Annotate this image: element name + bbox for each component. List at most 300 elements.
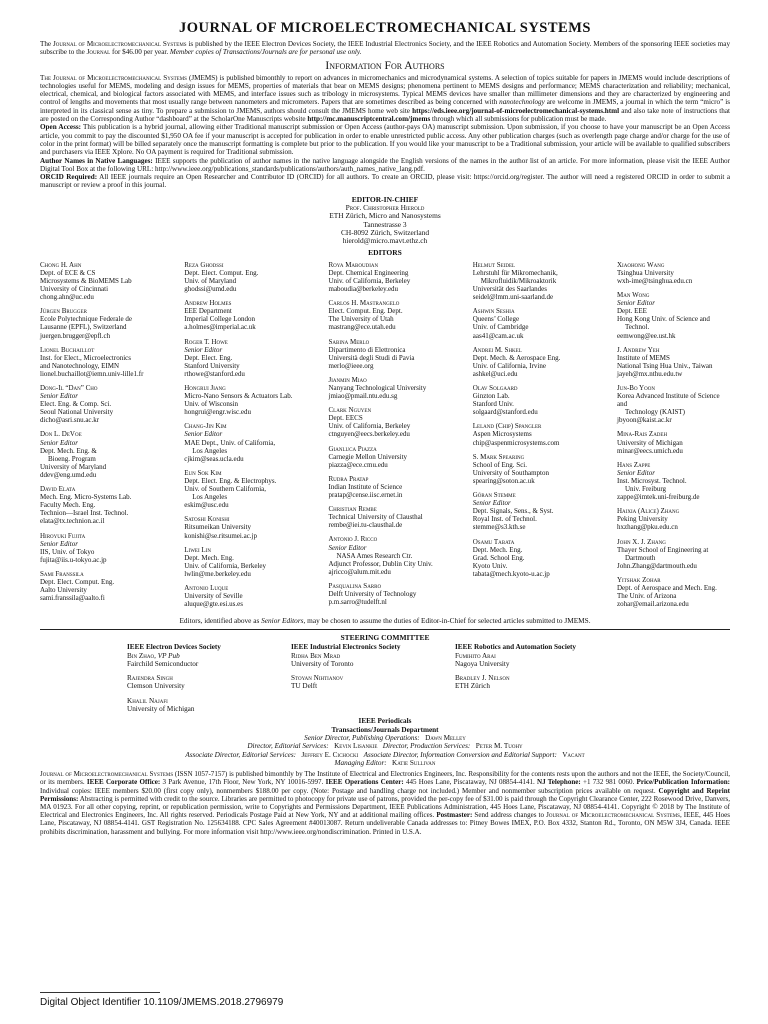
editor-affiliation-line: Lausanne (EPFL), Switzerland	[40, 323, 127, 332]
editor-name: Clark Nguyen	[328, 406, 372, 415]
editor-affiliation-line: Univ. Freiburg	[625, 485, 667, 494]
editor-affiliation-line: Faculty Mech. Eng.	[40, 501, 96, 510]
staff-row	[40, 742, 730, 750]
editor-name: Haixia (Alice) Zhang	[617, 507, 680, 516]
editor-entry	[329, 299, 442, 331]
masthead-title: JOURNAL OF MICROELECTROMECHANICAL SYSTEMS	[179, 20, 591, 36]
editor-affiliation-line: Dept. Elect. Comput. Eng.	[184, 268, 259, 277]
editor-name: Chang-Jin Kim	[184, 422, 227, 431]
editor-affiliation-line: Tsinghua University	[617, 268, 674, 277]
staff-role: Director, Editorial Services:	[247, 742, 329, 751]
editor-name: David Elata	[40, 485, 76, 494]
editor-role: Senior Editor	[40, 539, 78, 548]
editors-note: Editors, identified above as Senior Editors, may be chosen to assume the duties of Editor-in-Chief for selected articles submitted to JMEMS.	[179, 616, 591, 626]
editor-affiliation-line: Dept. of ECE & CS	[40, 268, 96, 277]
editor-affiliation-line: Dept. Chemical Engineering	[328, 268, 409, 277]
editor-affiliation-line: chong.ahn@uc.edu	[40, 293, 94, 302]
editor-affiliation-line: pratap@cense.iisc.ernet.in	[328, 491, 403, 500]
editor-affiliation-line: chip@aspenmicrosystems.com	[472, 438, 560, 447]
editor-name: Leland (Chip) Spangler	[472, 422, 542, 431]
editor-entry	[40, 485, 153, 525]
editors-column	[40, 261, 153, 614]
editor-affiliation-line: School of Eng. Sci.	[472, 460, 527, 469]
editor-entry	[329, 582, 442, 606]
editor-affiliation-line: Universität des Saarlandes	[472, 285, 548, 294]
editor-entry	[184, 584, 297, 608]
editor-affiliation-line: National Tsing Hua Univ., Taiwan	[617, 361, 713, 370]
member-role: , VP Pub	[154, 651, 180, 660]
editor-name: Hans Zappe	[617, 460, 651, 469]
editor-entry	[473, 422, 586, 446]
eic-address-line: ETH Zürich, Micro and Nanosystems	[329, 211, 441, 221]
editors-column	[329, 261, 442, 614]
editor-affiliation-line: sami.franssila@aalto.fi	[40, 594, 105, 603]
member-name: Stoyan Nihtianov	[291, 674, 344, 683]
editor-affiliation-line: The University of Utah	[328, 315, 394, 324]
editor-entry	[473, 491, 586, 531]
eic-block	[40, 204, 730, 246]
editor-entry	[184, 469, 297, 509]
editor-affiliation-line: Dept. Elect. Comput. Eng.	[40, 577, 115, 586]
editor-affiliation-line: p.m.sarro@tudelft.nl	[328, 598, 387, 607]
editor-affiliation-line: a.holmes@imperial.ac.uk	[184, 323, 256, 332]
editor-affiliation-line: Indian Institute of Science	[328, 482, 403, 491]
editor-affiliation-line: The Univ. of Arizona	[617, 592, 677, 601]
eic-address-line: Tannestrasse 3	[363, 219, 407, 229]
editor-affiliation-line: Ginzton Lab.	[472, 392, 510, 401]
editor-name: Dong-Il “Dan” Cho	[40, 384, 98, 392]
publication-info-paragraph: Journal of Microelectromechanical Systems (ISSN 1057-7157) is published bimonthly by The Institute of Electrical and Electronics Engineers, Inc. Responsibility for the contents rests upon the authors and not the IEEE, the Society/Council, or its members. IEEE Corporate Office: 3 Park Avenue, 17th Floor, New York, NY 10016-5997. IEEE Operations Center: 445 Hoes Lane, Piscataway, NJ 08854-4141. NJ Telephone: +1 732 981 0060. Price/Publication Information: Individual copies: IEEE members $20.00 (first copy only), nonmembers $188.00 per copy. (Note: Postage and handling charge not included.) Member and nonmember subscription prices available on request. Copyright and Reprint Permissions: Abstracting is permitted with credit to the source. Libraries are permitted to photocopy for private use of patrons, provided the per-copy fee of $31.00 is paid through the Copyright Clearance Center, 222 Rosewood Drive, Danvers, MA 01923. For all other copying, reprint, or republication permission, write to Copyrights and Permissions Department, IEEE Publications Administration, 445 Hoes Lane, Piscataway, NJ 08854-4141. Copyright © 2018 by The Institute of Electrical and Electronics Engineers, Inc. All rights reserved. Periodicals Postage Paid at New York, NY and at additional mailing offices. Postmaster: Send address changes to Journal of Microelectromechanical Systems, IEEE, 445 Hoes Lane, Piscataway, NJ 08854-4141. GST Registration No. 125634188. CPC Sales Agreement #40013087. Return undeliverable Canada addresses to: Pitney Bowes IMEX, P.O. Box 4332, Stanton Rd., Toronto, ON M5W 3J4, Canada. IEEE prohibits discrimination, harassment and bullying. For more information visit http://www.ieee.org/nondiscrimination. Printed in U.S.A.	[40, 770, 730, 836]
editor-entry	[617, 346, 730, 378]
editor-name: Roya Maboudian	[328, 260, 379, 269]
editor-affiliation-line: Technion—Israel Inst. Technol.	[40, 509, 129, 518]
member-line	[291, 652, 455, 660]
editor-affiliation-line: hongrui@engr.wisc.edu	[184, 408, 251, 417]
editor-affiliation-line: Technol.	[625, 323, 650, 332]
editor-name: Roger T. Howe	[184, 337, 228, 346]
editor-role: Senior Editor	[184, 430, 223, 439]
editor-entry	[329, 445, 442, 469]
staff-name: Dawn Melley	[425, 733, 466, 742]
member-org: Clemson University	[127, 682, 185, 691]
editor-affiliation-line: minar@eecs.umich.edu	[617, 446, 683, 455]
staff-row	[40, 734, 730, 742]
editor-affiliation-line: University of Maryland	[40, 462, 107, 471]
editor-affiliation-line: Thayer School of Engineering at	[617, 545, 709, 554]
editor-affiliation-line: Microsystems & BioMEMS Lab	[40, 276, 132, 285]
staff-row	[40, 751, 730, 759]
intro-paragraph: The Journal of Microelectromechanical Systems is published by the IEEE Electron Devices Society, the IEEE Industrial Electronics Society, and the IEEE Robotics and Automation Society. Members of the sponsoring IEEE societies may subscribe to the Journal for $46.00 per year. Member copies of Transactions/Journals are for personal use only.	[40, 40, 731, 57]
editor-name: Mina-Rais Zadeh	[617, 430, 668, 439]
editor-affiliation-line: seidel@lmm.uni-saarland.de	[472, 293, 554, 302]
editor-entry	[40, 532, 153, 564]
editor-affiliation-line: fujita@iis.u-tokyo.ac.jp	[40, 555, 107, 564]
editors-title: EDITORS	[368, 247, 402, 257]
eic-name: Prof. Christopher Hierold	[345, 202, 425, 212]
editor-affiliation-line: Dept. of Aerospace and Mech. Eng.	[617, 583, 717, 592]
editor-name: Eun Sok Kim	[184, 468, 222, 477]
society-name: IEEE Electron Devices Society	[127, 643, 221, 652]
info-paragraph: The Journal of Microelectromechanical Systems (JMEMS) is published bimonthly to report on advances in micromechanics and microdynamical systems. A selection of topics suitable for papers in JMEMS would include descriptions of technologies useful for MEMS, modeling and design issues for MEMS, properties of materials that bear on MEMS designs; phenomena pertinent to MEMS designs and performance; MEMS characterization and reliability; mechanical, electrical, chemical, and biological factors associated with MEMS, and interface issues such as tribology in microsystems. Typical MEMS devices have smaller than millimeter dimensions and they are characterized by engineering and control of lengths and movements that most usually range between nanometers and micrometers. Papers that are sometimes described as being concerned with nanotechnology are welcome in JMEMS, a journal in which the term “micro” is interpreted in its classical sense as tiny. To prepare a submission to JMEMS, authors should consult the JMEMS home web site https://eds.ieee.org/journal-of-microelectromechanical-systems.html and also take note of instructions that are posted on the Corresponding Author “dashboard” at the ScholarOne Manuscripts website http://mc.manuscriptcentral.com/jmems through which all submissions for publication must be made.	[40, 73, 730, 124]
editor-affiliation-line: piazza@ece.cmu.edu	[328, 460, 388, 469]
editor-name: Reza Ghodssi	[184, 260, 224, 269]
editors-column	[184, 261, 297, 614]
editor-name: Ashwin Seshia	[472, 307, 515, 316]
staff-name: Peter M. Tuohy	[475, 742, 523, 751]
editor-name: Man Wong	[617, 291, 650, 300]
editor-entry	[329, 505, 442, 529]
editor-entry	[473, 384, 586, 416]
editor-affiliation-line: ctnguyen@eecs.berkeley.edu	[328, 430, 410, 439]
editor-name: Jürgen Brugger	[40, 307, 87, 316]
editor-affiliation-line: zappe@imtek.uni-freiburg.de	[617, 493, 700, 502]
editor-affiliation-line: Aalto University	[40, 586, 87, 595]
editor-affiliation-line: and Nanotechnology, EIMN	[40, 361, 120, 370]
editor-entry	[617, 261, 730, 285]
editor-affiliation-line: ashkel@uci.edu	[472, 369, 518, 378]
editor-affiliation-line: Mikrofluidik/Mikroaktorik	[480, 276, 557, 285]
editor-affiliation-line: Elect. Eng. & Comp. Sci.	[40, 400, 112, 409]
editor-role: Senior Editor	[328, 543, 367, 552]
editor-entry	[184, 299, 297, 331]
editor-affiliation-line: Dept. Elect. Eng. & Electrophys.	[184, 476, 277, 485]
member-line	[127, 674, 291, 682]
member-line	[127, 697, 291, 705]
member-line	[455, 652, 619, 660]
editor-affiliation-line: Univ. of Southern California,	[184, 485, 267, 494]
editor-name: S. Mark Spearing	[472, 452, 525, 461]
editor-affiliation-line: Dept. Mech. Eng. &	[40, 446, 97, 455]
editor-entry	[617, 576, 730, 608]
editor-name: Chong H. Ahn	[40, 260, 82, 269]
editor-affiliation-line: Dartmouth	[625, 553, 656, 562]
editor-affiliation-line: Queens’ College	[472, 315, 520, 324]
editor-name: Lionel Buchaillot	[40, 345, 95, 354]
editor-affiliation-line: Carnegie Mellon University	[328, 452, 408, 461]
orcid-paragraph: ORCID Required: All IEEE journals require an Open Researcher and Contributor ID (ORCID) for all authors. To create an ORCID, please visit: https://orcid.org/register. The author will need a registered ORCID in order to submit a manuscript or review a proof in this journal.	[40, 173, 731, 190]
editor-affiliation-line: Nanyang Technological University	[328, 384, 427, 392]
staff-role: Director, Production Services:	[382, 742, 471, 751]
info-for-authors-title: Information For Authors	[325, 59, 445, 72]
editor-affiliation-line: tabata@mech.kyoto-u.ac.jp	[472, 569, 550, 578]
divider	[40, 629, 730, 630]
steering-column	[455, 643, 619, 713]
editors-column	[473, 261, 586, 614]
editor-affiliation-line: jayeh@mx.nthu.edu.tw	[617, 369, 683, 378]
editor-entry	[617, 384, 730, 424]
eic-address-line: CH-8092 Zürich, Switzerland	[340, 227, 430, 237]
editor-affiliation-line: Ritsumeikan University	[184, 523, 251, 532]
editor-affiliation-line: Dept. Elect. Eng.	[184, 353, 233, 362]
editor-name: Satoshi Konishi	[184, 515, 230, 524]
editor-affiliation-line: rembe@iei.tu-clausthal.de	[328, 521, 403, 530]
editor-affiliation-line: Los Angeles	[192, 493, 228, 502]
editor-name: Liwei Lin	[184, 545, 211, 554]
member-org: ETH Zürich	[455, 682, 490, 691]
editor-affiliation-line: Dept. Mech. & Aerospace Eng.	[472, 353, 561, 362]
editor-affiliation-line: IIS, Univ. of Tokyo	[40, 547, 95, 556]
editor-name: Don L. DeVoe	[40, 430, 82, 439]
editor-affiliation-line: stemme@s3.kth.se	[472, 523, 526, 532]
editor-entry	[40, 430, 153, 479]
staff-role: Managing Editor:	[334, 758, 387, 767]
editor-affiliation-line: Adjunct Professor, Dublin City Univ.	[328, 559, 433, 568]
editor-affiliation-line: Kyoto Univ.	[472, 561, 508, 570]
editor-affiliation-line: merlo@ieee.org	[328, 361, 374, 370]
member-org: Fairchild Semiconductor	[127, 659, 199, 668]
editor-name: Gianluca Piazza	[328, 444, 377, 453]
member-name: Rajendra Singh	[127, 674, 173, 683]
editor-affiliation-line: Univ. of Cambridge	[472, 323, 529, 332]
editor-entry	[329, 338, 442, 370]
editor-affiliation-line: cjkim@seas.ucla.edu	[184, 454, 244, 463]
editor-affiliation-line: University of Southampton	[472, 468, 549, 477]
editor-entry	[473, 261, 586, 301]
editor-entry	[329, 376, 442, 400]
editor-entry	[184, 384, 297, 416]
member-org: University of Toronto	[291, 659, 354, 668]
editor-affiliation-line: Royal Inst. of Technol.	[472, 515, 537, 524]
native-names-paragraph: Author Names in Native Languages: IEEE supports the publication of author names in the native language alongside the English versions of the names in the author list of an article. For more information, please visit the IEEE Author Digital Tool Box at the following URL: http://www.ieee.org/publications_standards/publications/authors/auth_names_native_lang.pdf.	[40, 156, 731, 173]
staff-role: Associate Director, Editorial Services:	[185, 750, 297, 759]
member-org: University of Michigan	[127, 705, 195, 714]
editor-affiliation-line: eemwong@ee.ust.hk	[617, 331, 676, 340]
editor-affiliation-line: ddev@eng.umd.edu	[40, 470, 97, 479]
footnote-rule	[40, 992, 160, 993]
editor-affiliation-line: Stanford University	[184, 361, 240, 370]
editor-affiliation-line: Imperial College London	[184, 315, 256, 324]
editor-affiliation-line: Mech. Eng. Micro-Systems Lab.	[40, 493, 132, 502]
editor-affiliation-line: NASA Ames Research Ctr.	[336, 551, 413, 560]
editor-entry	[40, 261, 153, 301]
editor-affiliation-line: jmiao@pmail.ntu.edu.sg	[328, 392, 398, 401]
editor-entry	[473, 453, 586, 485]
member-name: Khalil Najafi	[127, 696, 168, 705]
open-access-paragraph: Open Access: This publication is a hybrid journal, allowing either Traditional manuscript submission or Open Access (author-pays OA) manuscript submission. Upon submission, if you choose to have your manuscript be an Open Access article, you commit to pay the discounted $1,950 OA fee if your manuscript is accepted for publication in order to enable unrestricted public access. Any other publication charges (such as overlength page charge and/or charge for the use of color in the print format) will be billed separately once the manuscript formatting is complete but prior to the publication. If you would like your manuscript to be a Traditional submission, your article will be available to qualified subscribers and purchasers via IEEE Xplore. No OA payment is required for Traditional submission.	[40, 123, 730, 157]
staff-role: Senior Director, Publishing Operations:	[304, 733, 420, 742]
editor-affiliation-line: konishi@se.ritsumei.ac.jp	[184, 531, 257, 540]
editor-role: Senior Editor	[617, 468, 655, 477]
staff-name: Kevin Lisankie	[334, 742, 378, 751]
member-org: TU Delft	[291, 682, 318, 691]
editor-entry	[329, 261, 442, 293]
editor-name: J. Andrew Yeh	[617, 345, 660, 354]
editor-affiliation-line: Università degli Studi di Pavia	[328, 353, 415, 362]
editor-affiliation-line: mastrang@ece.utah.edu	[328, 323, 396, 332]
editor-name: Antonio J. Ricco	[328, 535, 378, 544]
editor-affiliation-line: Dept. EECS	[328, 414, 363, 423]
editor-entry	[473, 307, 586, 339]
editors-grid	[40, 261, 730, 614]
editor-role: Senior Editor	[184, 345, 223, 354]
editor-affiliation-line: hxzhang@pku.edu.cn	[617, 523, 678, 532]
editor-affiliation-line: maboudia@berkeley.edu	[328, 285, 399, 294]
editor-affiliation-line: elata@tx.technion.ac.il	[40, 517, 105, 526]
editor-entry	[329, 535, 442, 575]
editor-entry	[40, 384, 153, 424]
editor-name: Olav Solgaard	[472, 384, 518, 392]
editor-affiliation-line: lionel.buchaillot@iemn.univ-lille1.fr	[40, 369, 144, 378]
member-org: Nagoya University	[455, 659, 510, 668]
editor-name: Göran Stemme	[472, 491, 516, 500]
steering-column	[127, 643, 291, 713]
editor-affiliation-line: EEE Department	[184, 307, 232, 316]
editor-entry	[184, 546, 297, 578]
editor-affiliation-line: Dipartimento di Elettronica	[328, 345, 406, 354]
editor-affiliation-line: University of Seville	[184, 592, 243, 601]
editor-name: Sami Franssila	[40, 569, 84, 578]
editor-affiliation-line: Seoul National University	[40, 408, 114, 417]
editor-entry	[473, 538, 586, 578]
editor-entry	[617, 538, 730, 570]
editor-affiliation-line: dicho@asri.snu.ac.kr	[40, 416, 100, 425]
editor-affiliation-line: Grad. School Eng.	[472, 553, 525, 562]
editor-name: Christian Rembe	[328, 505, 377, 514]
staff-name: Jeffrey E. Cichocki	[301, 750, 359, 759]
editor-affiliation-line: Dept. Mech. Eng.	[472, 545, 523, 554]
editor-affiliation-line: Inst. for Elect., Microelectronics	[40, 353, 131, 362]
staff-role: Associate Director, Information Conversion and Editorial Support:	[363, 750, 557, 759]
editor-name: Andrew Holmes	[184, 299, 232, 308]
steering-column	[291, 643, 455, 713]
editor-entry	[329, 475, 442, 499]
staff-name: Katie Sullivan	[392, 758, 436, 767]
scholarone-link[interactable]: http://mc.manuscriptcentral.com/jmems	[307, 115, 431, 124]
eic-address	[40, 212, 730, 246]
editor-name: Andrei M. Shkel	[472, 345, 522, 354]
editor-entry	[617, 507, 730, 531]
editor-entry	[473, 346, 586, 378]
editor-affiliation-line: Dept. Mech. Eng.	[184, 553, 234, 562]
editor-affiliation-line: juergen.brugger@epfl.ch	[40, 331, 111, 340]
editor-affiliation-line: Dept. Signals, Sens., & Syst.	[472, 507, 554, 516]
editor-role: Senior Editor	[40, 392, 78, 401]
editor-name: Jun-Bo Yoon	[617, 384, 655, 392]
editor-affiliation-line: Technology (KAIST)	[625, 408, 685, 417]
member-name: Ridha Ben Mrad	[291, 651, 341, 660]
editor-entry	[329, 406, 442, 438]
member-line	[291, 674, 455, 682]
editor-affiliation-line: Univ. of California, Berkeley	[328, 276, 411, 285]
editor-name: Osamu Tabata	[472, 537, 515, 546]
editor-affiliation-line: Lehrstuhl für Mikromechanik,	[472, 268, 558, 277]
member-line	[455, 674, 619, 682]
editor-affiliation-line: University of Cincinnati	[40, 285, 109, 294]
editor-role: Senior Editor	[472, 499, 511, 508]
editor-affiliation-line: Hong Kong Univ. of Science and	[617, 315, 710, 324]
staff-row	[40, 759, 730, 767]
editor-affiliation-line: Institute of MEMS	[617, 353, 670, 362]
editor-affiliation-line: Delft University of Technology	[328, 589, 417, 598]
editor-name: John X. J. Zhang	[617, 537, 666, 546]
society-name: IEEE Robotics and Automation Society	[455, 643, 577, 652]
editor-affiliation-line: zohar@email.arizona.edu	[617, 600, 689, 609]
editor-affiliation-line: rthowe@stanford.edu	[184, 369, 245, 378]
member-line	[127, 652, 291, 660]
editor-affiliation-line: John.Zhang@dartmouth.edu	[617, 561, 697, 570]
editor-name: Antonio Luque	[184, 583, 229, 592]
editor-affiliation-line: Micro-Nano Sensors & Actuators Lab.	[184, 392, 293, 401]
editor-name: Pasqualina Sarro	[328, 581, 382, 590]
editor-affiliation-line: Stanford Univ.	[472, 400, 514, 409]
editor-affiliation-line: Ecole Polytechnique Federale de	[40, 315, 132, 324]
editor-affiliation-line: Univ. of California, Berkeley	[328, 422, 411, 431]
editor-affiliation-line: MAE Dept., Univ. of California,	[184, 438, 276, 447]
editor-affiliation-line: eskim@usc.edu	[184, 501, 229, 510]
periodicals-block: IEEE Periodicals Transactions/Journals Department Senior Director, Publishing Operations: Dawn Melley Director, Editorial Services: Kevin Lisankie Director, Production Services: Peter M. Tuohy Associate Director, Editorial Services: Jeffrey E. Cichocki Associate Director, Information Conversion and Editorial Support: Vacant Managing Editor: Katie Sullivan	[40, 717, 730, 767]
editor-affiliation-line: aluque@gte.esi.us.es	[184, 600, 243, 609]
editor-affiliation-line: Univ. of California, Berkeley	[184, 561, 267, 570]
editor-name: Sabina Merlo	[328, 337, 370, 346]
editor-affiliation-line: lwlin@me.berkeley.edu	[184, 569, 251, 578]
editor-entry	[40, 346, 153, 378]
editor-name: Helmut Seidel	[472, 260, 516, 269]
editor-name: Yitshak Zohar	[617, 575, 661, 584]
doi-text: Digital Object Identifier 10.1109/JMEMS.2018.2796979	[40, 997, 284, 1008]
editor-affiliation-line: aas41@cam.ac.uk	[472, 331, 524, 340]
member-name: Fumihito Arai	[455, 651, 496, 660]
editor-entry	[617, 461, 730, 501]
editor-affiliation-line: Univ. of California, Irvine	[472, 361, 546, 370]
editor-affiliation-line: jbyoon@kaist.ac.kr	[617, 416, 672, 425]
editor-affiliation-line: wxh-ime@tsinghua.edu.cn	[617, 276, 693, 285]
editor-name: Rudra Pratap	[328, 474, 369, 483]
editor-affiliation-line: ghodssi@umd.edu	[184, 285, 237, 294]
editor-affiliation-line: Peking University	[617, 515, 668, 524]
editor-name: Jianmin Miao	[328, 375, 367, 384]
editor-affiliation-line: Univ. of Maryland	[184, 276, 237, 285]
editor-affiliation-line: Bioeng. Program	[48, 454, 96, 463]
editor-name: Xiaohong Wang	[617, 260, 665, 269]
steering-committee	[127, 643, 730, 713]
editor-entry	[184, 515, 297, 539]
editor-affiliation-line: spearing@soton.ac.uk	[472, 476, 535, 485]
editor-name: Hiroyuki Fujita	[40, 531, 86, 540]
editor-affiliation-line: Univ. of Wisconsin	[184, 400, 239, 409]
editors-column	[617, 261, 730, 614]
editor-affiliation-line: solgaard@stanford.edu	[472, 408, 538, 417]
editor-entry	[184, 338, 297, 378]
editor-entry	[617, 291, 730, 340]
editor-entry	[184, 261, 297, 293]
journal-page	[40, 20, 730, 843]
jmems-home-link[interactable]: https://eds.ieee.org/journal-of-microelectromechanical-systems.html	[412, 106, 620, 115]
editor-entry	[40, 570, 153, 602]
society-name: IEEE Industrial Electronics Society	[291, 643, 401, 652]
editor-entry	[40, 307, 153, 339]
editor-affiliation-line: ajricco@alum.mit.edu	[328, 567, 391, 576]
editor-name: Hongrui Jiang	[184, 384, 226, 392]
editor-affiliation-line: Elect. Comput. Eng. Dept.	[328, 307, 403, 316]
editor-name: Carlos H. Mastrangelo	[328, 299, 400, 308]
editor-affiliation-line: Aspen Microsystems	[472, 430, 532, 439]
steering-title: STEERING COMMITTEE	[340, 633, 430, 643]
member-name: Bin Zhao	[127, 651, 155, 660]
editor-entry	[617, 430, 730, 454]
member-name: Bradley J. Nelson	[455, 674, 510, 683]
eic-address-line: hierold@micro.mavt.ethz.ch	[342, 236, 428, 246]
editor-entry	[184, 422, 297, 462]
editor-affiliation-line: Dept. EEE	[617, 307, 647, 316]
journal-name: Journal of Microelectromechanical Systems	[53, 40, 187, 48]
editor-affiliation-line: Korea Advanced Institute of Science and	[617, 392, 720, 409]
editor-role: Senior Editor	[40, 438, 78, 447]
editor-affiliation-line: Technical University of Clausthal	[328, 513, 423, 522]
eic-title: EDITOR-IN-CHIEF	[351, 194, 419, 204]
editor-affiliation-line: Inst. Microsyst. Technol.	[617, 476, 687, 485]
staff-name: Vacant	[562, 750, 585, 759]
editor-affiliation-line: University of Michigan	[617, 438, 683, 447]
